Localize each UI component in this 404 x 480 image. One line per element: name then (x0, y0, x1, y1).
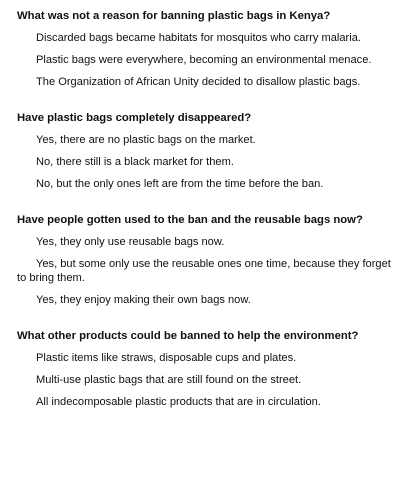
answer-3-a: Yes, they only use reusable bags now. (36, 236, 225, 248)
question-block-4 (17, 329, 396, 409)
question-1: What was not a reason for banning plastic bags in Kenya? (17, 10, 331, 22)
answer-4-a: Plastic items like straws, disposable cups and plates. (36, 352, 297, 364)
answer-1-a: Discarded bags became habitats for mosquitos who carry malaria. (36, 32, 361, 44)
question-2: Have plastic bags completely disappeared? (17, 112, 252, 124)
answer-3-c: Yes, they enjoy making their own bags now. (36, 294, 251, 306)
answer-4-b: Multi-use plastic bags that are still found on the street. (36, 374, 302, 386)
answer-4-c: All indecomposable plastic products that are in circulation. (36, 396, 321, 408)
answer-1-b: Plastic bags were everywhere, becoming an environmental menace. (36, 54, 372, 66)
answer-2-b: No, there still is a black market for them. (36, 156, 234, 168)
answer-2-a: Yes, there are no plastic bags on the market. (36, 134, 256, 146)
question-block-3 (17, 213, 396, 307)
question-block-2 (17, 111, 396, 191)
answer-3-b: Yes, but some only use the reusable ones one time, because they forget to bring them. (17, 258, 391, 284)
question-3: Have people gotten used to the ban and the reusable bags now? (17, 214, 363, 226)
question-block-1 (17, 9, 396, 89)
answer-2-c: No, but the only ones left are from the time before the ban. (36, 178, 324, 190)
answer-1-c: The Organization of African Unity decided to disallow plastic bags. (36, 76, 361, 88)
question-4: What other products could be banned to help the environment? (17, 330, 359, 342)
